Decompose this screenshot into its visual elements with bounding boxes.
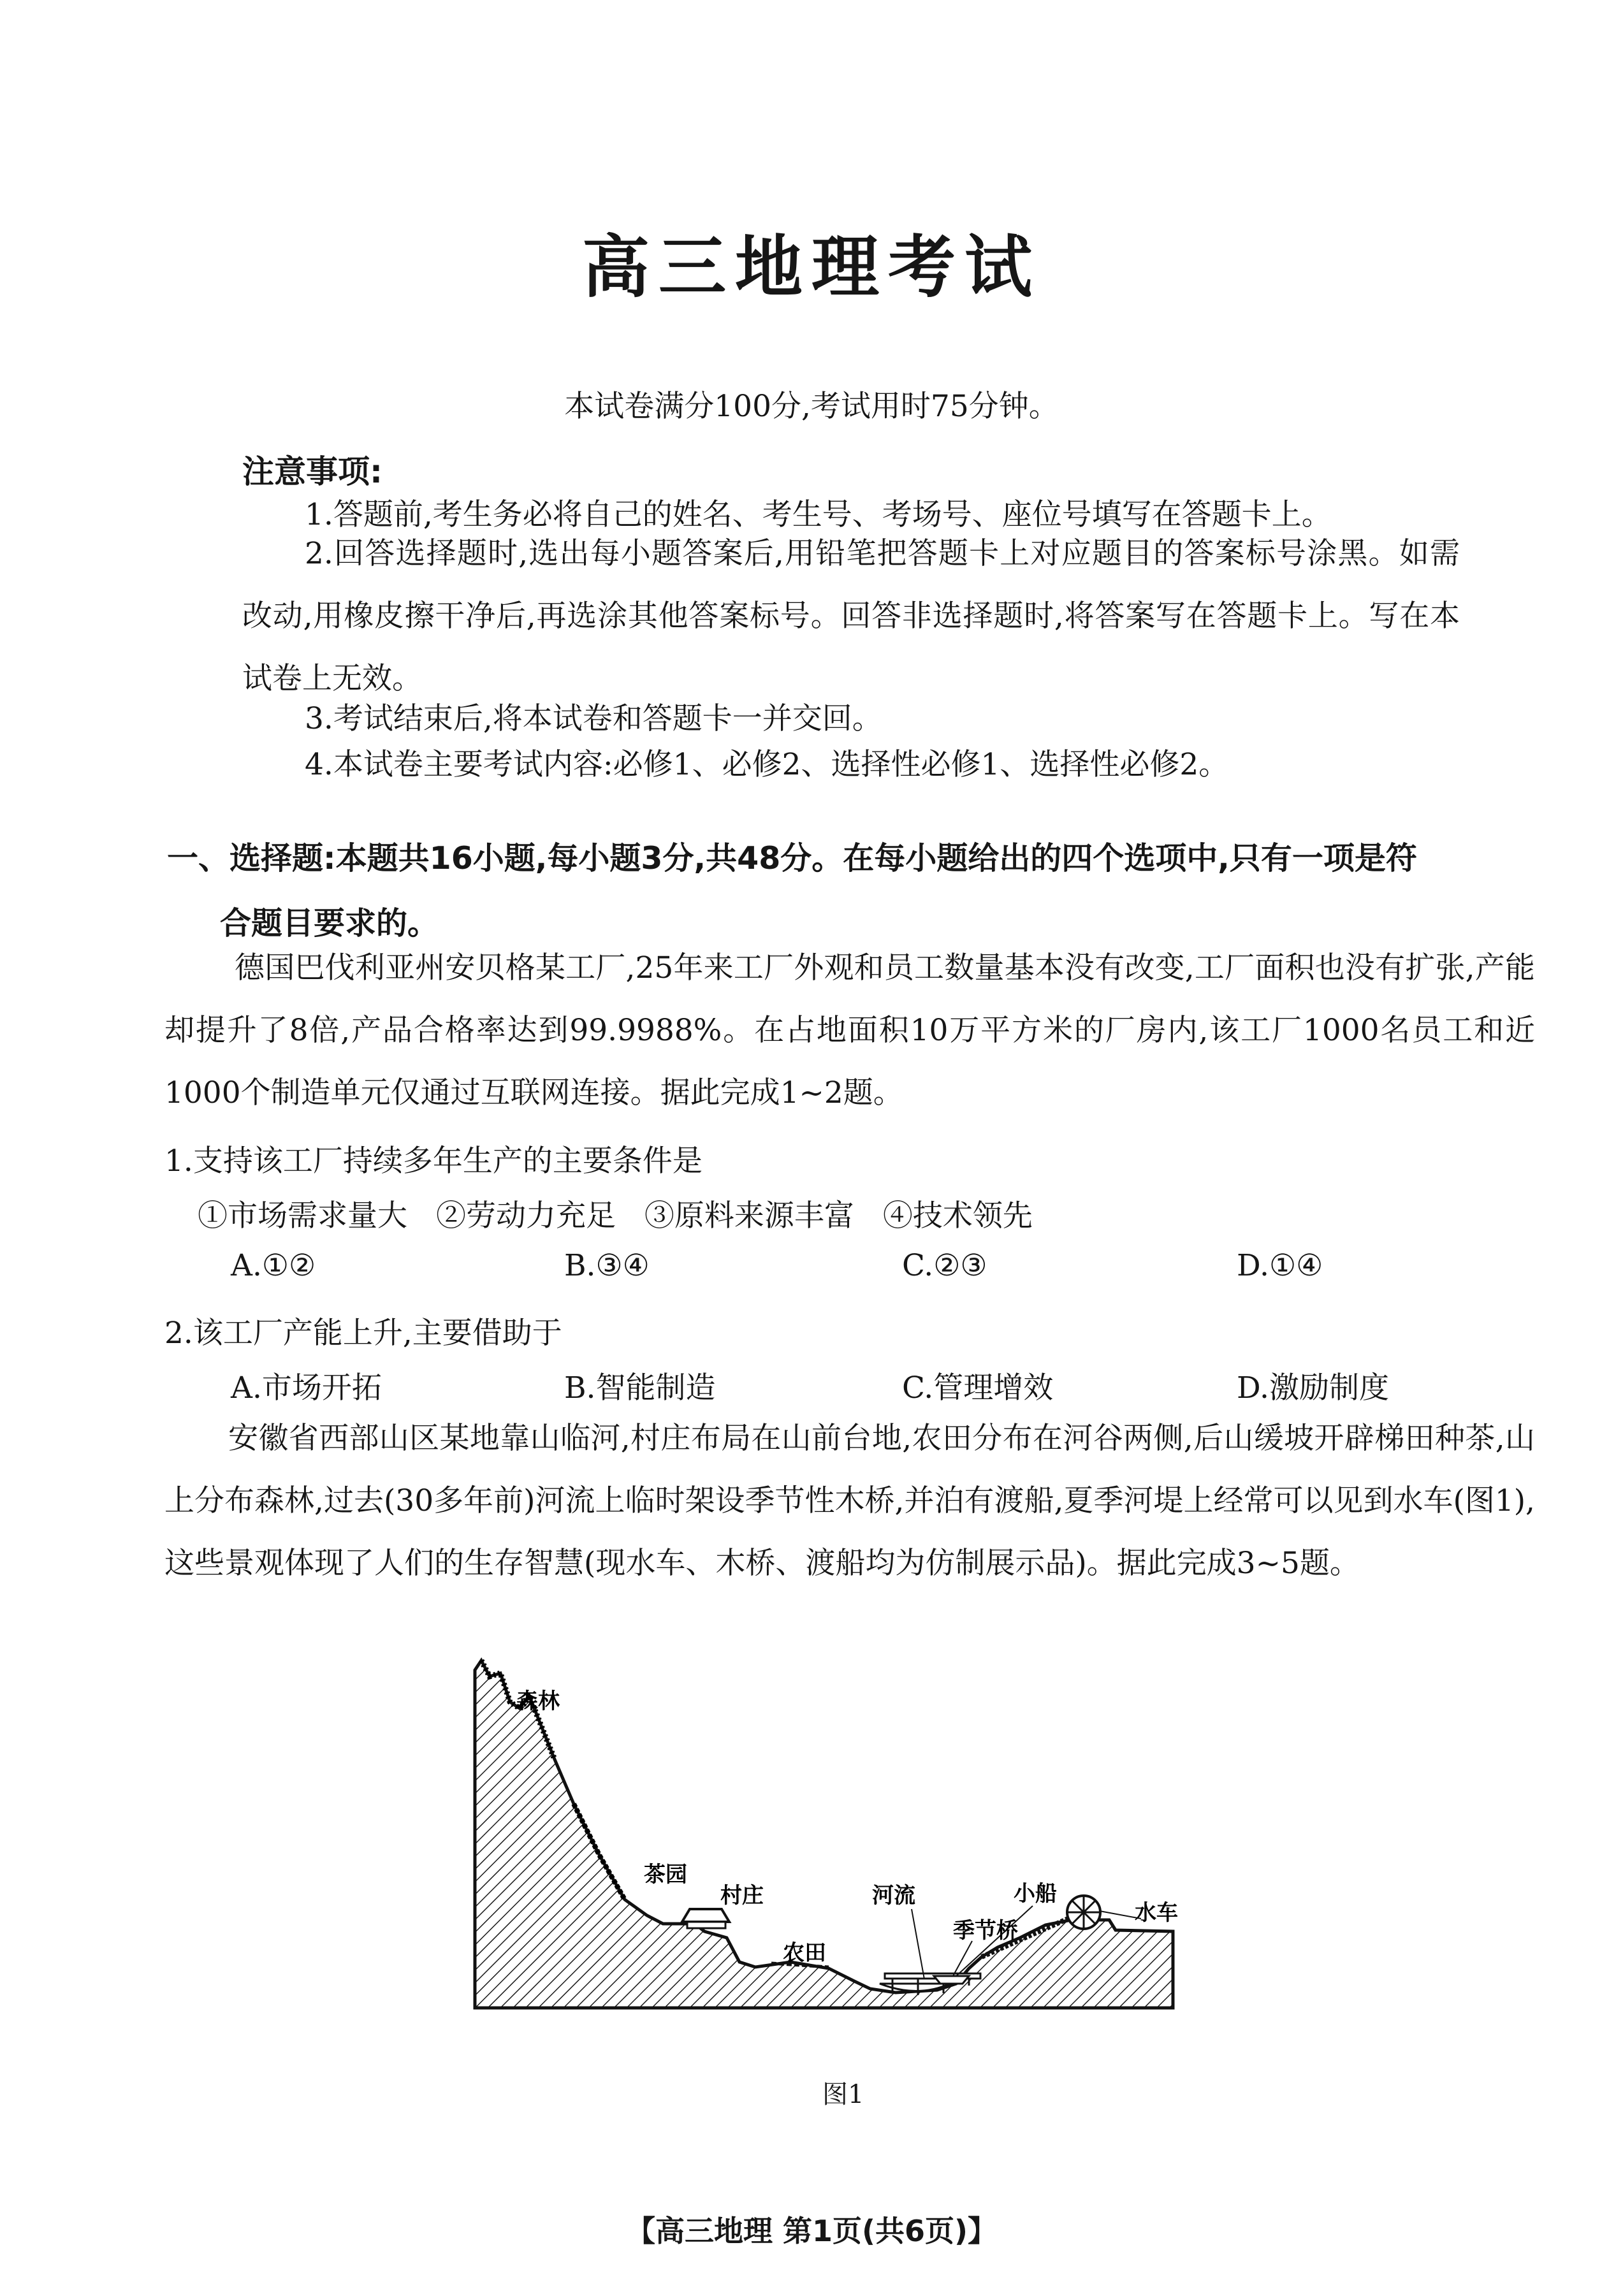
small-boat <box>934 1976 969 1984</box>
question-2-option-b: B.智能制造 <box>564 1370 716 1406</box>
notice-item-1: 1.答题前,考生务必将自己的姓名、考生号、考场号、座位号填写在答题卡上。 <box>305 497 1332 532</box>
label-bridge: 季节桥 <box>953 1918 1018 1944</box>
notice-item-2: 2.回答选择题时,选出每小题答案后,用铅笔把答题卡上对应题目的答案标号涂黑。如需改动,用橡皮擦干净后,再选涂其他答案标号。回答非选择题时,将答案写在答题卡上。写在本试卷上无效。 <box>242 536 1460 696</box>
question-1-stem: 1.支持该工厂持续多年生产的主要条件是 <box>164 1144 702 1179</box>
exam-info: 本试卷满分100分,考试用时75分钟。 <box>564 389 1059 424</box>
question-2-option-d: D.激励制度 <box>1237 1370 1389 1406</box>
figure-1-caption: 图1 <box>822 2080 864 2109</box>
label-waterwheel: 水车 <box>1135 1900 1178 1926</box>
question-2-option-a: A.市场开拓 <box>231 1370 382 1406</box>
section-heading-cont: 合题目要求的。 <box>220 905 439 941</box>
label-farmland: 农田 <box>783 1940 826 1966</box>
notice-item-3: 3.考试结束后,将本试卷和答题卡一并交回。 <box>305 701 882 736</box>
figure-1-diagram <box>472 1657 1205 2040</box>
question-2-stem: 2.该工厂产能上升,主要借助于 <box>164 1316 562 1351</box>
notice-item-4: 4.本试卷主要考试内容:必修1、必修2、选择性必修1、选择性必修2。 <box>305 747 1229 782</box>
label-river: 河流 <box>872 1883 915 1908</box>
question-1-items: ①市场需求量大 ②劳动力充足 ③原料来源丰富 ④技术领先 <box>198 1198 1033 1233</box>
question-1-option-d: D.①④ <box>1237 1248 1323 1283</box>
label-boat: 小船 <box>1014 1881 1057 1907</box>
section-heading: 一、选择题:本题共16小题,每小题3分,共48分。在每小题给出的四个选项中,只有一项是符 <box>167 840 1417 876</box>
passage-1: 德国巴伐利亚州安贝格某工厂,25年来工厂外观和员工数量基本没有改变,工厂面积也没有扩张,产能却提升了8倍,产品合格率达到99.9988%。在占地面积10万平方米的厂房内,该工厂1000名员工和近1000个制造单元仅通过互联网连接。据此完成1~2题。 <box>164 950 1535 1110</box>
waterwheel <box>1067 1896 1100 1929</box>
label-village: 村庄 <box>720 1883 764 1908</box>
page-title: 高三地理考试 <box>582 228 1041 307</box>
passage-2: 安徽省西部山区某地靠山临河,村庄布局在山前台地,农田分布在河谷两侧,后山缓坡开辟梯田种茶,山上分布森林,过去(30多年前)河流上临时架设季节性木桥,并泊有渡船,夏季河堤上经常可以见到水车(图1),这些景观体现了人们的生存智慧(现水车、木桥、渡船均为仿制展示品)。据此完成3~5题。 <box>164 1421 1535 1581</box>
page-footer: 【高三地理 第1页(共6页)】 <box>625 2214 998 2248</box>
label-tea: 茶园 <box>644 1862 687 1887</box>
question-2-option-c: C.管理增效 <box>902 1370 1054 1406</box>
question-1-option-a: A.①② <box>231 1248 316 1283</box>
question-1-option-b: B.③④ <box>564 1248 650 1283</box>
notice-heading: 注意事项: <box>242 453 382 490</box>
question-1-option-c: C.②③ <box>902 1248 987 1283</box>
river-pointer <box>912 1909 924 1979</box>
label-forest: 森林 <box>516 1689 560 1714</box>
village-house <box>682 1909 729 1928</box>
